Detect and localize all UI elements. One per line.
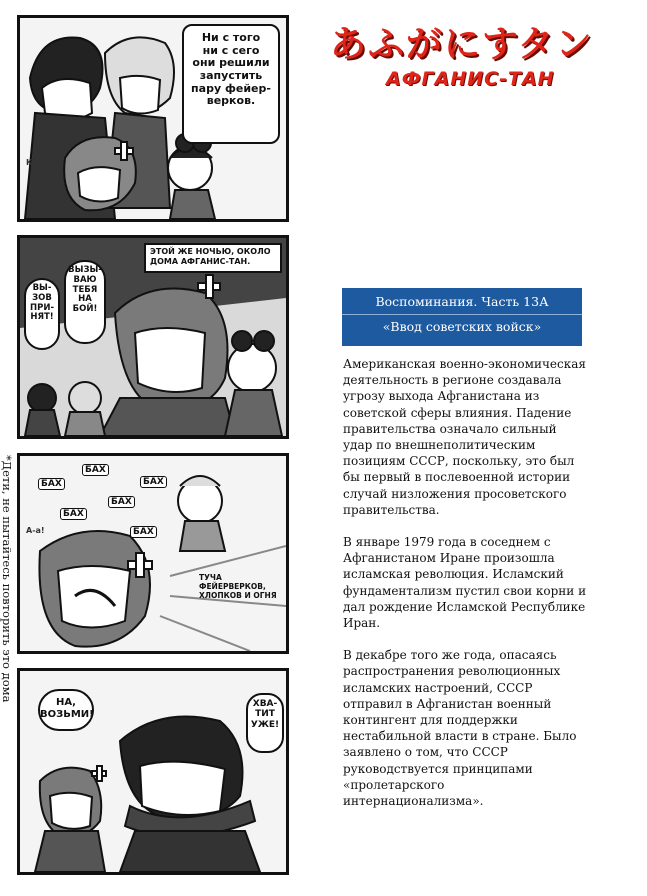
article-body (343, 356, 587, 825)
panel-3-sfx-bang-3: БАХ (60, 508, 87, 520)
panel-3-sfx-bang-4: БАХ (108, 496, 135, 508)
panel-3-sfx-bang-1: БАХ (38, 478, 65, 490)
panel-4-speech-bubble-left: НА, ВОЗЬМИ! (38, 689, 94, 731)
comic-panel-4 (17, 668, 289, 875)
article-header-line-2: «Ввод советских войск» (382, 319, 542, 334)
panel-3-sfx-bang-5: БАХ (140, 476, 167, 488)
panel-3-sfx-bang-6: БАХ (130, 526, 157, 538)
logo-japanese-title: あふがにすタン (330, 24, 594, 65)
comic-panel-3 (17, 453, 289, 654)
article-paragraph-3: В декабре того же года, опасаясь распространения революционных исламских настроений, СССР отправил в Афганистан военный контингент для поддержки нестабильной власти в стране. Было заявлено о том, что СССР руководствуется принципами «пролетарского интернационализма». (343, 648, 577, 809)
panel-1-sfx-cough-2: КХЕ (28, 193, 47, 202)
article-paragraph-1: Американская военно-экономическая деятельность в регионе создавала угрозу выхода Афганистана из советской сферы влияния. Падение правительства означало сильный удар по внешнеполитическим позициям СССР, поскольку, это был бы первый в послевоенной истории случай низложения просоветского правительства. (343, 357, 586, 517)
panel-3-sfx-bang-2: БАХ (82, 464, 109, 476)
comic-panel-1 (17, 15, 289, 222)
logo-russian-title: АФГАНИС-ТАН (386, 68, 555, 90)
side-note-disclaimer: *Дети, не пытайтесь повторить это дома (0, 455, 14, 703)
article-header-line-1: Воспоминания. Часть 13А (375, 294, 549, 309)
panel-2-caption: ЭТОЙ ЖЕ НОЧЬЮ, ОКОЛО ДОМА АФГАНИС-ТАН. (144, 243, 282, 273)
panel-4-speech-bubble-right: ХВА- ТИТ УЖЕ! (246, 693, 284, 753)
panel-3-exclamation: А-а! (26, 526, 45, 535)
article-paragraph-2: В январе 1979 года в соседнем с Афганистаном Иране произошла исламская революция. Исламский фундаментализм пустил свои корни и дал рождение Исламской Республике Иран. (343, 535, 587, 631)
comic-panel-2 (17, 235, 289, 439)
panel-1-speech-bubble: Ни с того ни с сего они решили запустить пару фейер- верков. (182, 24, 280, 144)
panel-1-sfx-cough-1: КХЕ (26, 158, 45, 167)
article-header-divider (342, 314, 582, 315)
panel-3-caption: ТУЧА ФЕЙЕРВЕРКОВ, ХЛОПКОВ И ОГНЯ (199, 573, 277, 600)
article-header (342, 288, 582, 346)
panel-2-speech-bubble-left: ВЫ- ЗОВ ПРИ- НЯТ! (24, 278, 60, 350)
panel-2-speech-bubble-right: ВЫЗЫ- ВАЮ ТЕБЯ НА БОЙ! (64, 260, 106, 344)
